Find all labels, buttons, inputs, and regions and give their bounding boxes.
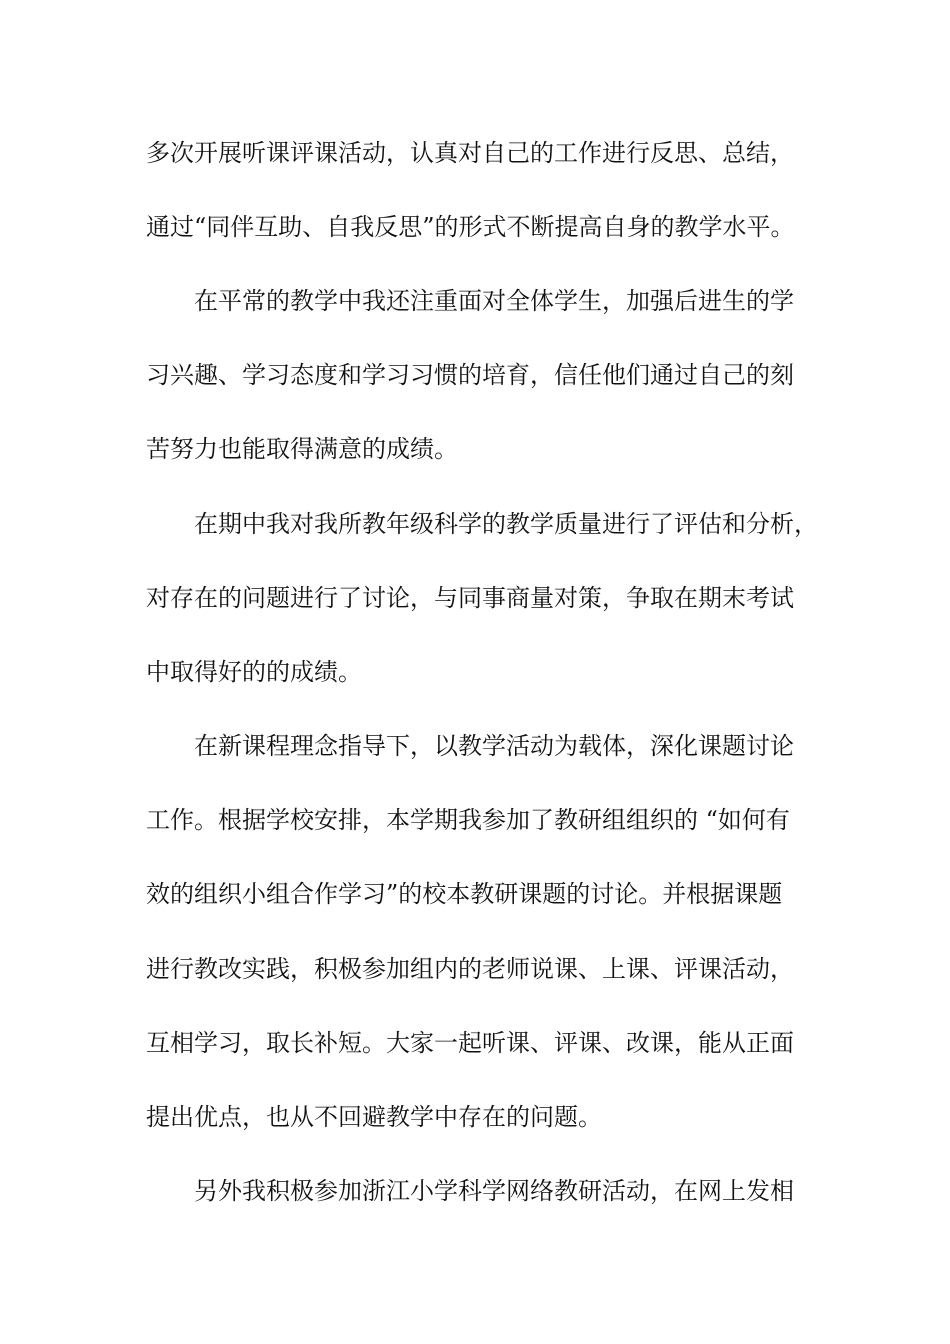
paragraph-line: 互相学习，取长补短。大家一起听课、评课、改课，能从正面 — [146, 1029, 794, 1057]
paragraph-line: 习兴趣、学习态度和学习习惯的培育，信任他们通过自己的刻 — [146, 361, 794, 389]
paragraph-line: 工作。根据学校安排，本学期我参加了教研组组织的 “如何有 — [146, 806, 790, 834]
paragraph-first-line: 在新课程理念指导下，以教学活动为载体，深化课题讨论 — [194, 732, 794, 760]
paragraph-line: 苦努力也能取得满意的成绩。 — [146, 435, 458, 463]
paragraph-line: 对存在的问题进行了讨论，与同事商量对策，争取在期末考试 — [146, 584, 794, 612]
paragraph-line: 提出优点，也从不回避教学中存在的问题。 — [146, 1103, 602, 1131]
paragraph-line: 多次开展听课评课活动，认真对自己的工作进行反思、总结， — [146, 139, 794, 167]
paragraph-line: 中取得好的的成绩。 — [146, 658, 362, 686]
paragraph-first-line: 另外我积极参加浙江小学科学网络教研活动，在网上发相 — [194, 1177, 794, 1205]
paragraph-line: 效的组织小组合作学习”的校本教研课题的讨论。并根据课题 — [146, 880, 783, 908]
paragraph-first-line: 在期中我对我所教年级科学的教学质量进行了评估和分析， — [194, 510, 818, 538]
paragraph-first-line: 在平常的教学中我还注重面对全体学生，加强后进生的学 — [194, 287, 794, 315]
paragraph-line: 通过“同伴互助、自我反思”的形式不断提高自身的教学水平。 — [146, 213, 795, 241]
paragraph-line: 进行教改实践，积极参加组内的老师说课、上课、评课活动， — [146, 955, 794, 983]
